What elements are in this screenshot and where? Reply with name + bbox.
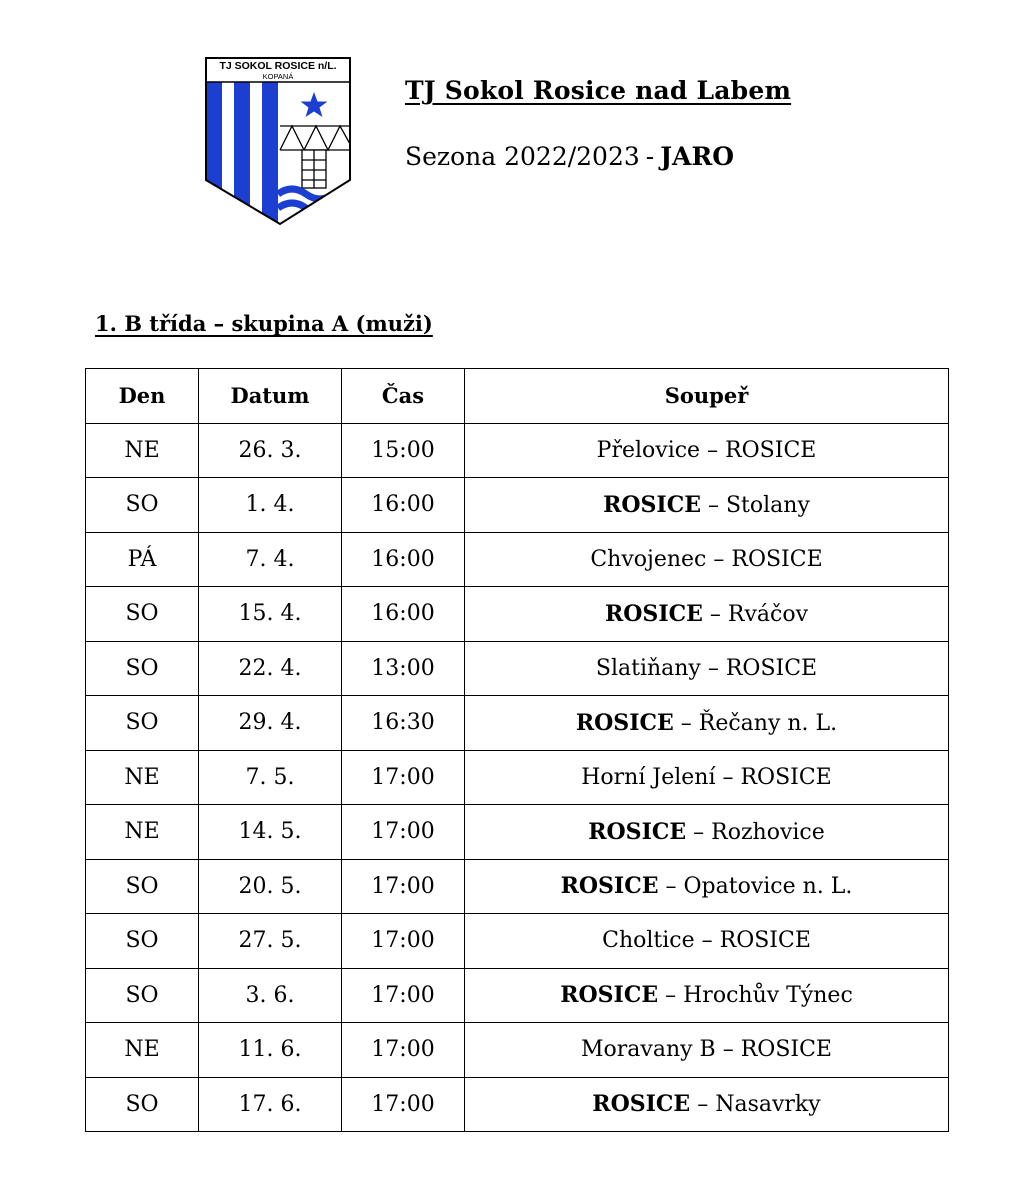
- cell-den: NE: [86, 1023, 199, 1078]
- cell-den: SO: [86, 1077, 199, 1132]
- table-row: [86, 914, 949, 969]
- cell-cas: 15:00: [342, 423, 465, 478]
- cell-cas: 17:00: [342, 859, 465, 914]
- table-row: [86, 1023, 949, 1078]
- match-separator: –: [707, 655, 719, 681]
- match-separator: –: [722, 764, 734, 790]
- cell-den: PÁ: [86, 532, 199, 587]
- schedule-body: [86, 423, 949, 1132]
- away-team: ROSICE: [740, 1037, 832, 1063]
- cell-cas: 17:00: [342, 1023, 465, 1078]
- club-crest-logo: [204, 56, 352, 226]
- table-row: [86, 587, 949, 642]
- away-team: Rozhovice: [711, 819, 825, 845]
- cell-souper: [465, 532, 949, 587]
- cell-souper: [465, 750, 949, 805]
- table-row: [86, 696, 949, 751]
- match-separator: –: [707, 437, 719, 463]
- cell-datum: 29. 4.: [199, 696, 342, 751]
- table-row: [86, 478, 949, 533]
- table-row: [86, 968, 949, 1023]
- away-team: Stolany: [725, 492, 810, 518]
- away-team: ROSICE: [725, 655, 818, 681]
- cell-souper: [465, 968, 949, 1023]
- match-separator: –: [693, 819, 705, 845]
- cell-cas: 16:00: [342, 478, 465, 533]
- cell-den: SO: [86, 859, 199, 914]
- header-cas: Čas: [342, 369, 465, 424]
- table-row: [86, 641, 949, 696]
- match-separator: –: [713, 546, 725, 572]
- away-team: ROSICE: [725, 437, 817, 463]
- cell-souper: [465, 423, 949, 478]
- header-den: Den: [86, 369, 199, 424]
- match-separator: –: [680, 710, 692, 736]
- cell-cas: 17:00: [342, 805, 465, 860]
- match-separator: –: [665, 874, 677, 900]
- table-row: [86, 859, 949, 914]
- cell-den: SO: [86, 914, 199, 969]
- home-team: Horní Jelení: [581, 764, 716, 790]
- away-team: Nasavrky: [715, 1092, 821, 1118]
- away-team: Hrochův Týnec: [683, 983, 853, 1009]
- home-team: ROSICE: [604, 600, 703, 627]
- match-separator: –: [665, 983, 677, 1009]
- cell-souper: [465, 914, 949, 969]
- cell-datum: 1. 4.: [199, 478, 342, 533]
- table-row: [86, 750, 949, 805]
- cell-souper: [465, 696, 949, 751]
- cell-den: SO: [86, 968, 199, 1023]
- home-team: ROSICE: [575, 709, 674, 736]
- cell-souper: [465, 1023, 949, 1078]
- cell-souper: [465, 641, 949, 696]
- home-team: Slatiňany: [595, 655, 701, 681]
- cell-souper: [465, 859, 949, 914]
- cell-datum: 22. 4.: [199, 641, 342, 696]
- away-team: Rváčov: [727, 601, 808, 627]
- cell-datum: 3. 6.: [199, 968, 342, 1023]
- cell-den: NE: [86, 750, 199, 805]
- away-team: ROSICE: [740, 764, 832, 790]
- cell-cas: 17:00: [342, 914, 465, 969]
- home-team: Moravany B: [581, 1037, 716, 1063]
- section-title: 1. B třída – skupina A (muži): [95, 311, 433, 336]
- home-team: ROSICE: [560, 873, 659, 900]
- header-souper: Soupeř: [465, 369, 949, 424]
- cell-souper: [465, 1077, 949, 1132]
- cell-cas: 13:00: [342, 641, 465, 696]
- cell-souper: [465, 478, 949, 533]
- cell-cas: 17:00: [342, 1077, 465, 1132]
- season-term: JARO: [660, 142, 734, 171]
- home-team: ROSICE: [592, 1091, 691, 1118]
- home-team: Přelovice: [596, 437, 701, 463]
- cell-den: SO: [86, 641, 199, 696]
- home-team: Chvojenec: [590, 546, 707, 572]
- home-team: Choltice: [602, 928, 695, 954]
- cell-den: SO: [86, 587, 199, 642]
- match-separator: –: [707, 492, 719, 518]
- home-team: ROSICE: [588, 818, 687, 845]
- cell-den: NE: [86, 423, 199, 478]
- club-title: TJ Sokol Rosice nad Labem: [405, 76, 792, 105]
- cell-datum: 20. 5.: [199, 859, 342, 914]
- table-row: [86, 805, 949, 860]
- cell-cas: 16:00: [342, 587, 465, 642]
- cell-datum: 17. 6.: [199, 1077, 342, 1132]
- cell-datum: 26. 3.: [199, 423, 342, 478]
- cell-cas: 17:00: [342, 750, 465, 805]
- schedule-table: [85, 368, 949, 1132]
- home-team: ROSICE: [603, 491, 701, 518]
- cell-datum: 11. 6.: [199, 1023, 342, 1078]
- cell-datum: 15. 4.: [199, 587, 342, 642]
- match-separator: –: [697, 1092, 709, 1118]
- cell-datum: 14. 5.: [199, 805, 342, 860]
- cell-den: SO: [86, 696, 199, 751]
- cell-cas: 16:00: [342, 532, 465, 587]
- match-separator: –: [709, 601, 721, 627]
- away-team: ROSICE: [731, 546, 823, 572]
- season-label: Sezona 2022/2023: [405, 142, 640, 171]
- cell-cas: 17:00: [342, 968, 465, 1023]
- cell-cas: 16:30: [342, 696, 465, 751]
- cell-souper: [465, 805, 949, 860]
- season-line: [405, 142, 734, 171]
- match-separator: –: [701, 928, 713, 954]
- cell-souper: [465, 587, 949, 642]
- logo-text-line1: TJ SOKOL ROSICE n/L.: [219, 60, 337, 72]
- table-header-row: [86, 369, 949, 424]
- match-separator: –: [722, 1037, 734, 1063]
- table-row: [86, 1077, 949, 1132]
- header-datum: Datum: [199, 369, 342, 424]
- cell-datum: 7. 5.: [199, 750, 342, 805]
- home-team: ROSICE: [560, 982, 659, 1009]
- table-row: [86, 423, 949, 478]
- cell-datum: 7. 4.: [199, 532, 342, 587]
- away-team: ROSICE: [719, 928, 811, 954]
- cell-den: SO: [86, 478, 199, 533]
- logo-text-line2: KOPANÁ: [262, 72, 294, 81]
- table-row: [86, 532, 949, 587]
- away-team: Opatovice n. L.: [683, 874, 853, 900]
- season-separator: -: [645, 142, 655, 171]
- cell-datum: 27. 5.: [199, 914, 342, 969]
- away-team: Řečany n. L.: [698, 710, 838, 736]
- cell-den: NE: [86, 805, 199, 860]
